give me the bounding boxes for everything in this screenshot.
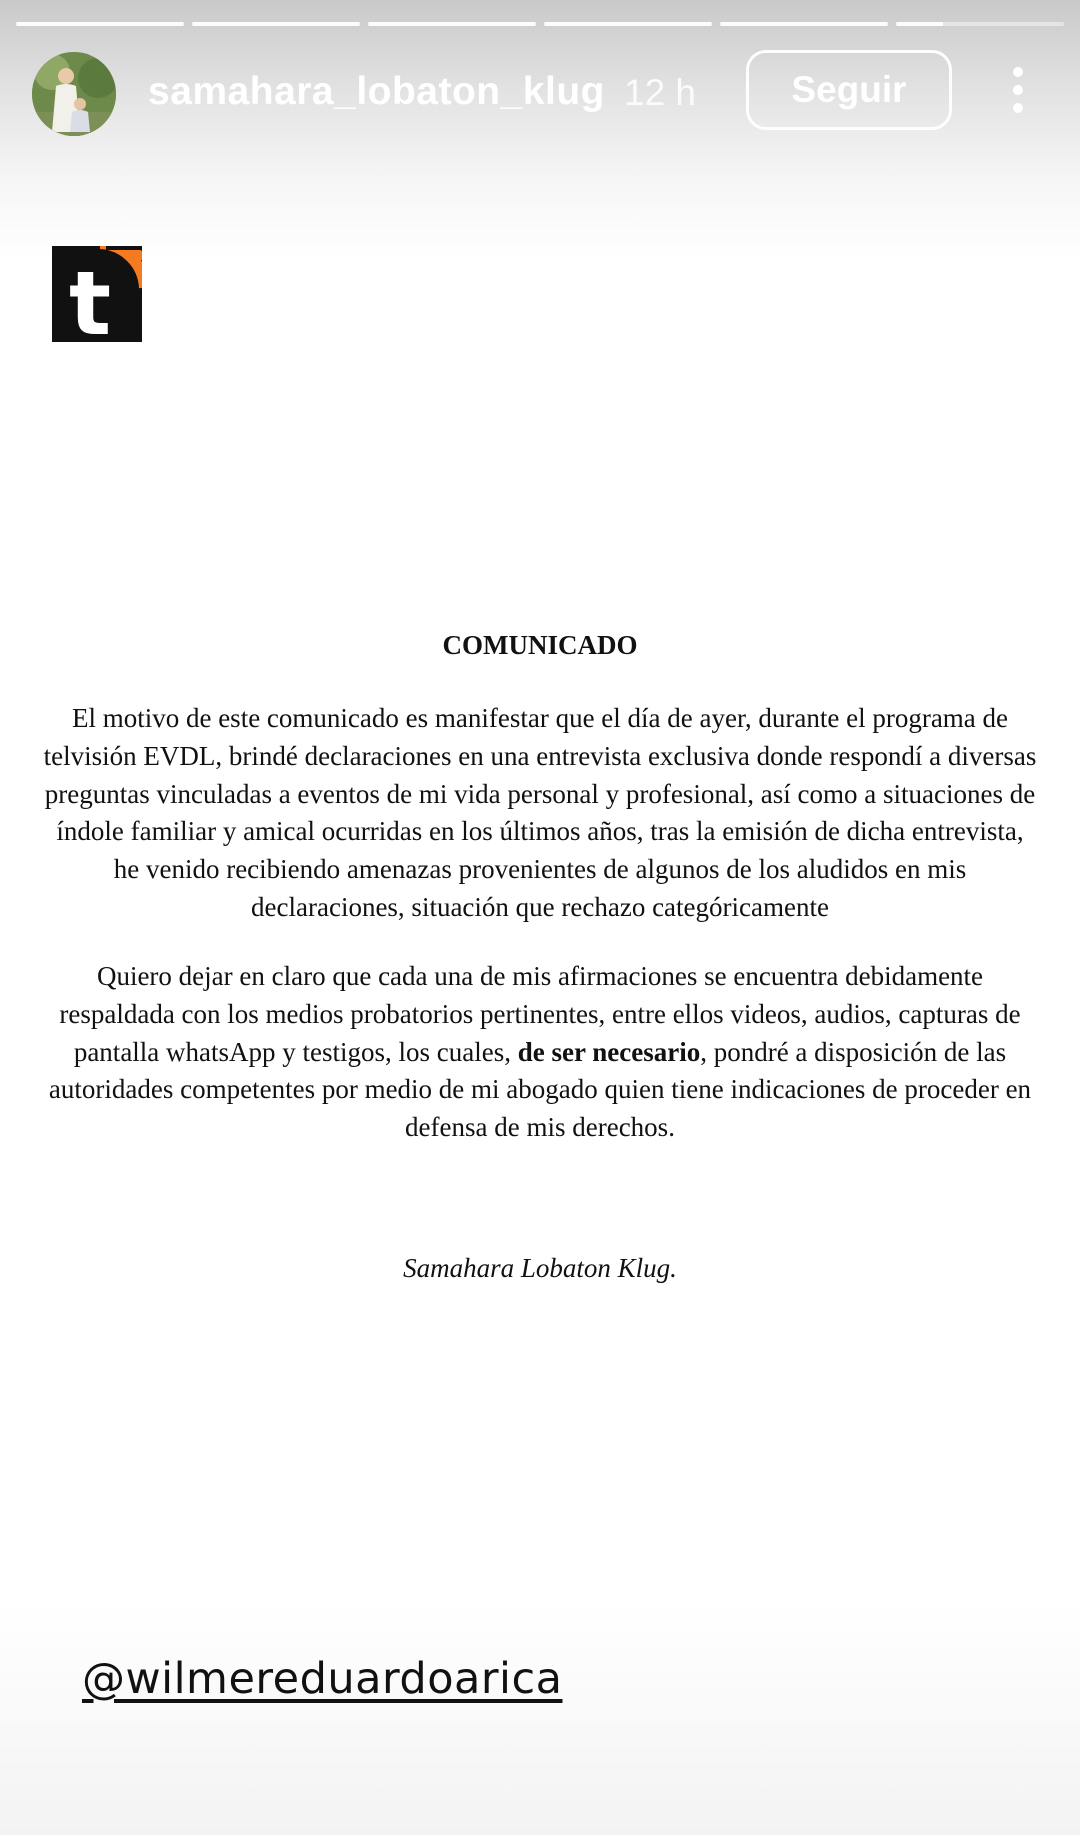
media-logo xyxy=(52,246,142,342)
paragraph-line: Quiero dejar en claro que cada una de mis afirmaciones se encuentra debidamente xyxy=(96,961,984,991)
paragraph-2 xyxy=(10,958,1070,1147)
progress-segment xyxy=(544,22,712,26)
paragraph-1 xyxy=(10,700,1070,927)
follow-button[interactable]: Seguir xyxy=(746,50,952,130)
progress-segment xyxy=(368,22,536,26)
text-run: pantalla whatsApp y testigos, los cuales, xyxy=(73,1036,518,1067)
mention-sticker[interactable]: @wilmereduardoarica xyxy=(82,1654,563,1704)
signature: Samahara Lobaton Klug. xyxy=(403,1253,677,1283)
progress-segment xyxy=(192,22,360,26)
post-time: 12 h xyxy=(624,72,697,113)
progress-segment-current xyxy=(896,22,1064,26)
paragraph-line: autoridades competentes por medio de mi abogado quien tiene indicaciones de proceder en xyxy=(48,1074,1032,1105)
progress-segment xyxy=(16,22,184,26)
paragraph-line: declaraciones, situación que rechazo categóricamente xyxy=(251,891,829,922)
paragraph-line: preguntas vinculadas a eventos de mi vida personal y profesional, así como a situaciones de xyxy=(44,778,1036,809)
paragraph-line: he venido recibiendo amenazas provenientes de algunos de los aludidos en mis xyxy=(113,854,967,885)
paragraph-line: defensa de mis derechos. xyxy=(405,1112,675,1143)
paragraph-line: índole familiar y amical ocurridas en los últimos años, tras la emisión de dicha entrevista, xyxy=(56,816,1024,847)
avatar-photo xyxy=(32,52,116,136)
paragraph-line: El motivo de este comunicado es manifestar que el día de ayer, durante el programa de xyxy=(71,703,1009,733)
story-progress-bar xyxy=(16,22,1064,26)
document-title: COMUNICADO xyxy=(442,630,638,660)
avatar[interactable] xyxy=(32,52,116,136)
username[interactable]: samahara_lobaton_klug xyxy=(148,70,605,113)
paragraph-line: telvisión EVDL, brindé declaraciones en una entrevista exclusiva donde respondí a diversas xyxy=(43,740,1037,771)
paragraph-line: respaldada con los medios probatorios pertinentes, entre ellos videos, audios, capturas de xyxy=(59,998,1021,1029)
logo-letter: t xyxy=(68,252,112,342)
more-vertical-icon[interactable] xyxy=(1000,64,1036,116)
bold-emphasis: de ser necesario xyxy=(517,1036,701,1067)
paragraph-line xyxy=(10,1034,1070,1072)
progress-segment xyxy=(720,22,888,26)
text-run: , pondré a disposición de las xyxy=(700,1036,1007,1067)
